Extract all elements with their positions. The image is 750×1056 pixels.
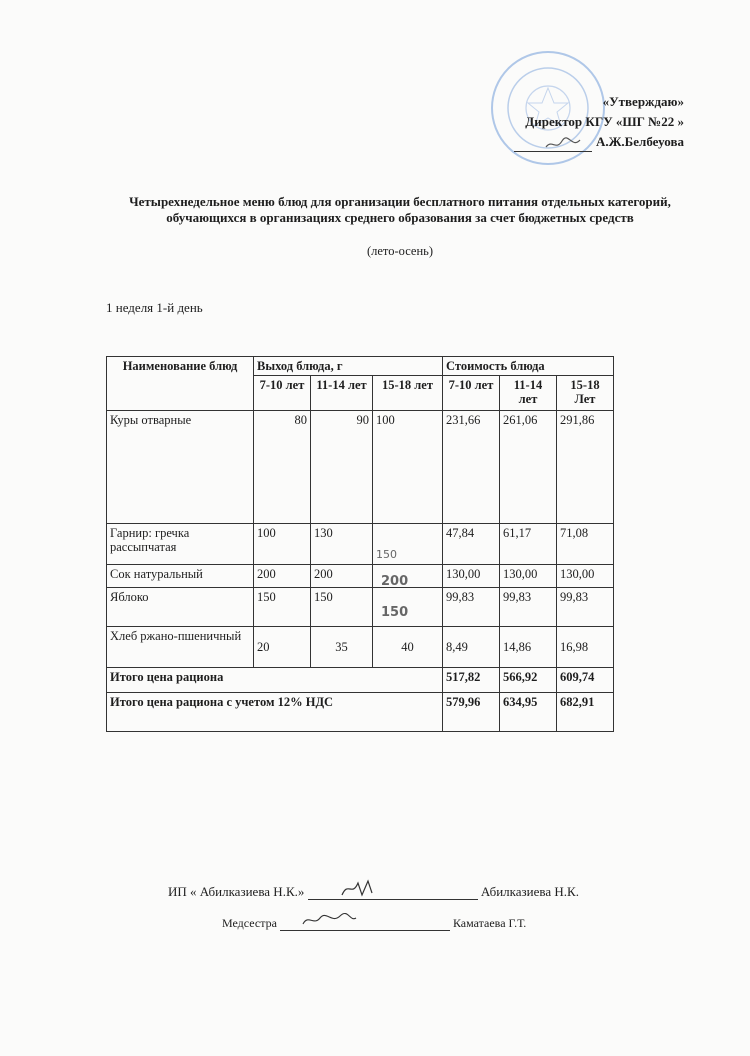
cost-11-14: 261,06 <box>500 411 557 524</box>
table-row <box>107 411 614 524</box>
subheader-yield-7-10: 7-10 лет <box>254 376 311 411</box>
dish-name: Хлеб ржано-пшеничный <box>107 627 254 668</box>
total-vat-cost-15-18: 682,91 <box>557 693 614 732</box>
subheader-cost-15-18: 15-18 Лет <box>557 376 614 411</box>
cost-15-18: 130,00 <box>557 565 614 588</box>
cost-7-10: 231,66 <box>443 411 500 524</box>
dish-name: Куры отварные <box>107 411 254 524</box>
menu-table <box>106 356 614 732</box>
supplier-signature <box>338 877 388 899</box>
yield-15-18-value: 150 <box>376 548 397 561</box>
header-dish-name: Наименование блюд <box>107 357 254 411</box>
supplier-label: ИП « Абилказиева Н.К.» <box>168 884 305 899</box>
director-name: А.Ж.Белбеуова <box>595 134 684 149</box>
yield-7-10: 20 <box>254 627 311 668</box>
cost-11-14: 130,00 <box>500 565 557 588</box>
yield-15-18-value: 200 <box>381 574 409 589</box>
header-cost: Стоимость блюда <box>443 357 614 376</box>
dish-name: Яблоко <box>107 588 254 627</box>
total-cost-7-10: 517,82 <box>443 668 500 693</box>
approval-director: Директор КГУ «ШГ №22 » <box>525 114 684 129</box>
yield-15-18-stamped <box>373 588 443 627</box>
total-cost-11-14: 566,92 <box>500 668 557 693</box>
cost-7-10: 8,49 <box>443 627 500 668</box>
approval-title: «Утверждаю» <box>602 94 684 109</box>
yield-11-14: 35 <box>311 627 373 668</box>
yield-11-14: 130 <box>311 524 373 565</box>
dish-name: Гарнир: гречка рассыпчатая <box>107 524 254 565</box>
total-cost-15-18: 609,74 <box>557 668 614 693</box>
director-signature-line <box>514 137 592 152</box>
approval-block <box>514 92 684 152</box>
yield-15-18: 40 <box>373 627 443 668</box>
table-row <box>107 627 614 668</box>
cost-7-10: 99,83 <box>443 588 500 627</box>
yield-15-18-stamped <box>373 524 443 565</box>
total-label: Итого цена рациона <box>107 668 443 693</box>
yield-7-10: 150 <box>254 588 311 627</box>
subheader-cost-11-14: 11-14 лет <box>500 376 557 411</box>
dish-name: Сок натуральный <box>107 565 254 588</box>
nurse-label: Медсестра <box>222 916 277 930</box>
total-vat-row <box>107 693 614 732</box>
total-vat-cost-7-10: 579,96 <box>443 693 500 732</box>
yield-15-18: 100 <box>373 411 443 524</box>
yield-11-14: 90 <box>311 411 373 524</box>
cost-15-18: 71,08 <box>557 524 614 565</box>
subheader-yield-15-18: 15-18 лет <box>373 376 443 411</box>
cost-7-10: 47,84 <box>443 524 500 565</box>
cost-11-14: 99,83 <box>500 588 557 627</box>
cost-7-10: 130,00 <box>443 565 500 588</box>
nurse-signature-line <box>280 918 450 931</box>
total-row <box>107 668 614 693</box>
subheader-yield-11-14: 11-14 лет <box>311 376 373 411</box>
yield-7-10: 100 <box>254 524 311 565</box>
nurse-signature <box>300 910 360 930</box>
total-vat-cost-11-14: 634,95 <box>500 693 557 732</box>
yield-11-14: 200 <box>311 565 373 588</box>
nurse-name: Каматаева Г.Т. <box>452 916 527 930</box>
yield-15-18-value: 150 <box>381 605 409 620</box>
season-label: (лето-осень) <box>366 244 434 258</box>
nurse-signature-row <box>222 916 526 931</box>
table-row <box>107 565 614 588</box>
supplier-name: Абилказиева Н.К. <box>480 884 579 899</box>
yield-11-14: 150 <box>311 588 373 627</box>
table-row <box>107 524 614 565</box>
header-yield: Выход блюда, г <box>254 357 443 376</box>
supplier-signature-row <box>168 884 579 900</box>
subheader-cost-7-10: 7-10 лет <box>443 376 500 411</box>
cost-11-14: 14,86 <box>500 627 557 668</box>
document-title: Четырехнедельное меню блюд для организации бесплатного питания отдельных категорий, обучающихся в организациях среднего образования за счет бюджетных средств <box>129 194 671 225</box>
cost-11-14: 61,17 <box>500 524 557 565</box>
table-header-row <box>107 357 614 376</box>
yield-7-10: 80 <box>254 411 311 524</box>
yield-15-18-stamped <box>373 565 443 588</box>
cost-15-18: 16,98 <box>557 627 614 668</box>
supplier-signature-line <box>308 887 478 900</box>
cost-15-18: 99,83 <box>557 588 614 627</box>
yield-7-10: 200 <box>254 565 311 588</box>
table-row <box>107 588 614 627</box>
week-day-label: 1 неделя 1-й день <box>106 300 203 315</box>
director-signature <box>544 137 584 151</box>
cost-15-18: 291,86 <box>557 411 614 524</box>
approval-signature-row <box>514 132 684 152</box>
total-vat-label: Итого цена рациона с учетом 12% НДС <box>107 693 443 732</box>
